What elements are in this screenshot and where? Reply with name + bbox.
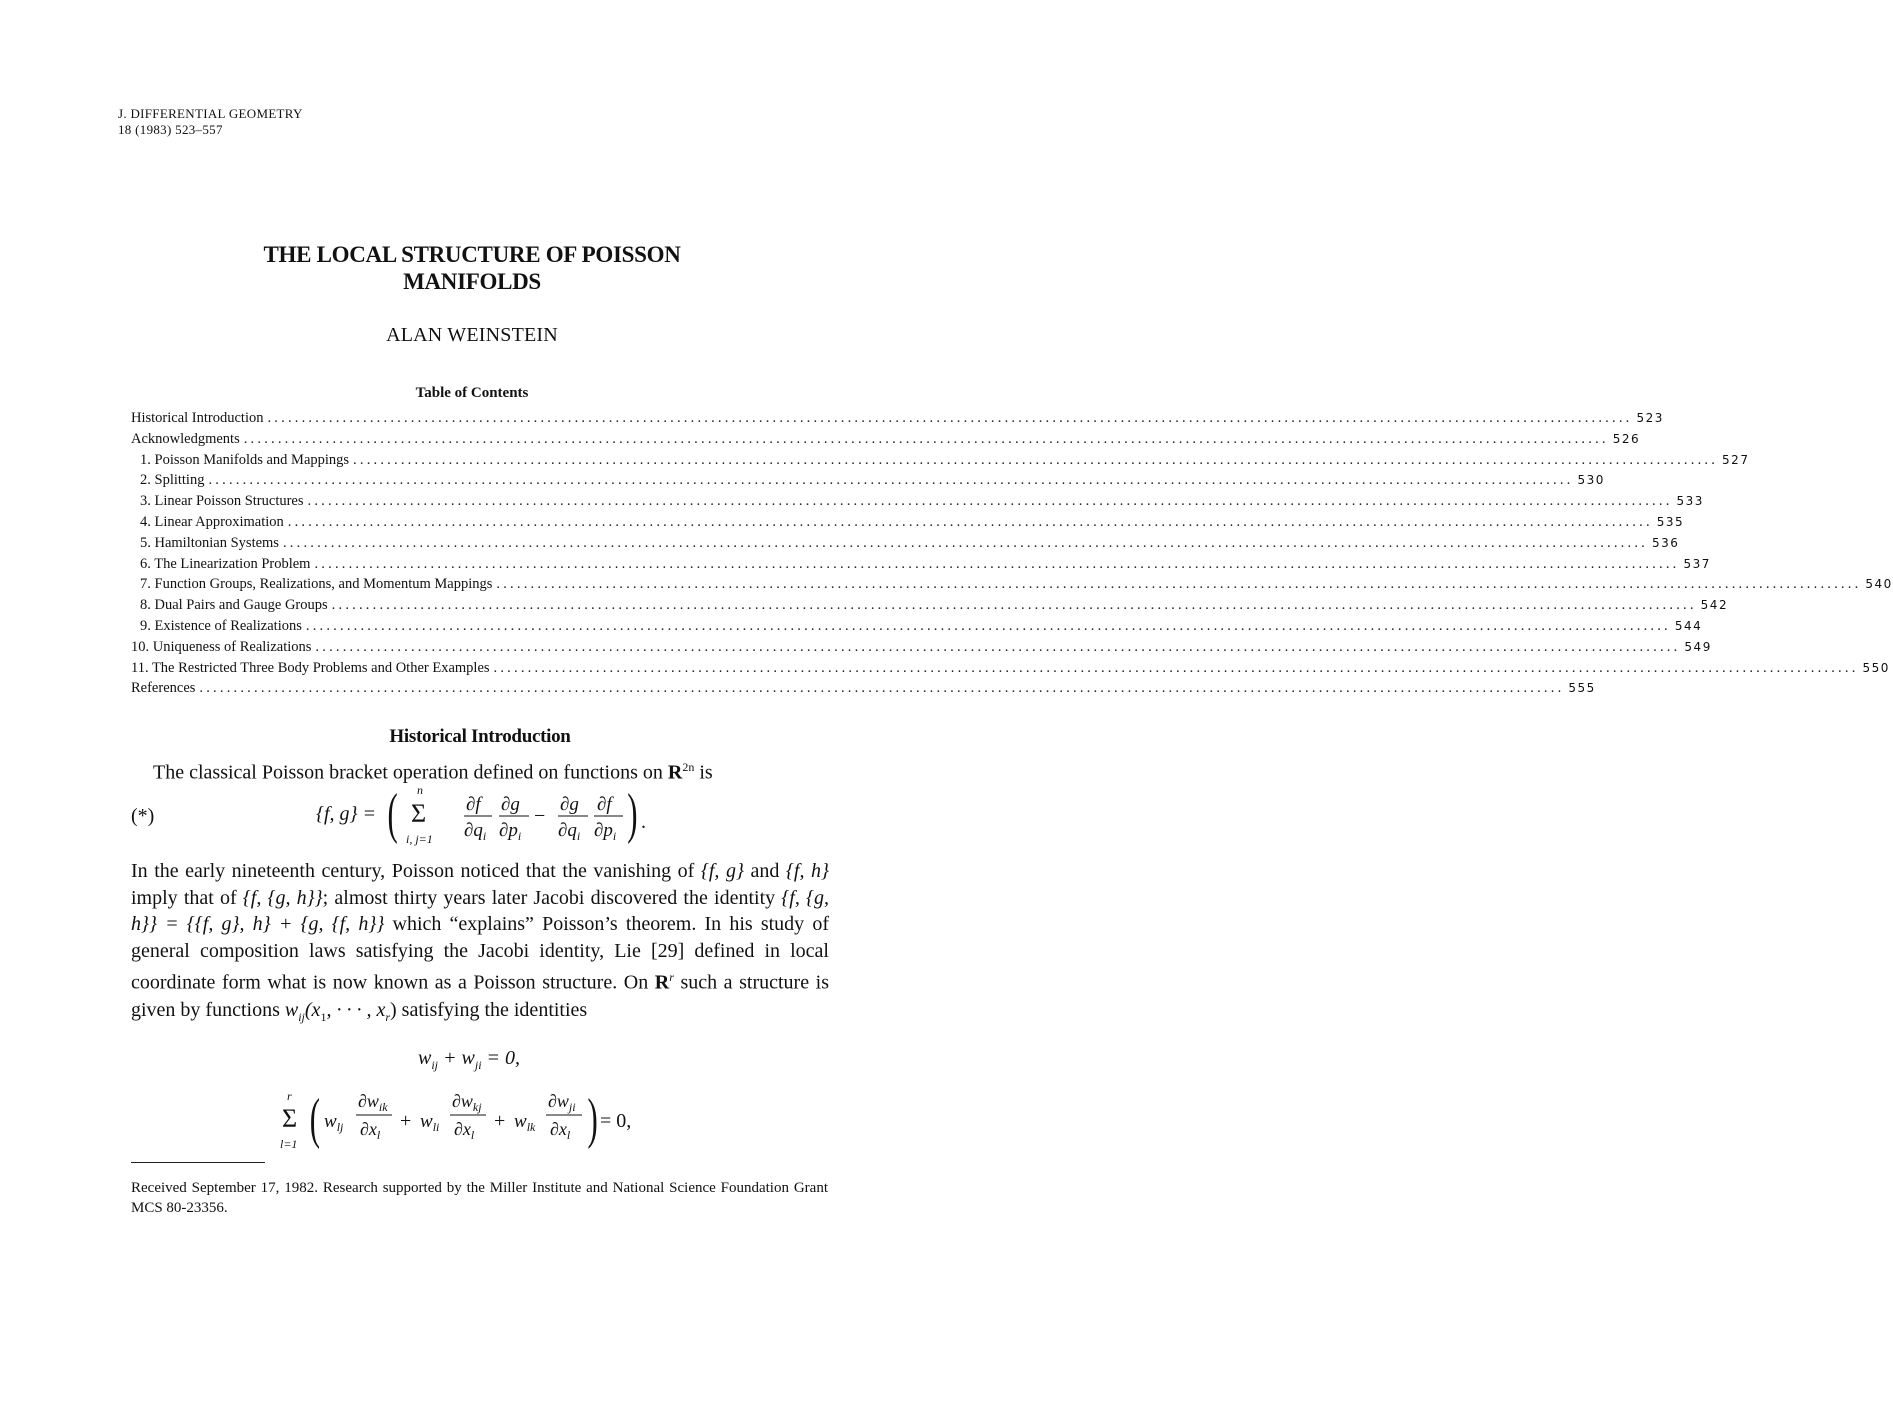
sum-lower-l: l=1 — [280, 1137, 298, 1151]
toc-entry-label: References — [131, 680, 196, 697]
toc-leader-dots: ........................................................................................................................................................................................................ — [493, 659, 1859, 676]
toc-entry-page: 523 — [1636, 411, 1664, 425]
frac3-num: ∂g — [560, 794, 579, 815]
term2-den: $\partial x_l$ — [454, 1119, 475, 1142]
toc-leader-dots: ........................................................................................................................................................................................................ — [353, 451, 1719, 468]
toc-entry-label: Historical Introduction — [131, 410, 264, 426]
toc-entry-page: 540 — [1865, 577, 1893, 592]
toc-entry-label: 1. Poisson Manifolds and Mappings — [140, 451, 350, 468]
toc-entry-page: 542 — [1700, 598, 1729, 613]
toc-entry-label: 8. Dual Pairs and Gauge Groups — [140, 597, 328, 614]
toc-heading: Table of Contents — [415, 385, 529, 401]
toc-entry-page: 550 — [1862, 660, 1890, 675]
eq-lhs: {f, g} = — [316, 803, 377, 825]
frac2-num: ∂g — [501, 794, 520, 815]
toc-entry-page: 549 — [1684, 639, 1712, 654]
journal-header — [118, 106, 303, 138]
table-of-contents — [131, 408, 1893, 699]
para-text-5: which “explains” Poisson’s theorem. In his study of general composition laws satisfying the Jacobi identity, Lie [29] defined in local coordinate form what is now known as a Poisson structure. On — [131, 913, 829, 995]
frac4-den: $\partial p_i$ — [594, 820, 617, 843]
toc-entry-page: 533 — [1676, 494, 1704, 509]
para-text-2: and — [750, 860, 780, 882]
term3-den: $\partial x_l$ — [550, 1119, 571, 1142]
toc-entry — [131, 470, 1605, 491]
math-fg: {f, g} — [700, 860, 744, 882]
frac1-num: ∂f — [466, 794, 481, 815]
math-close: ) — [390, 998, 397, 1021]
math-args-end-sub: r — [385, 1009, 390, 1024]
para-text-6: such a structure is given by functions — [131, 972, 829, 1021]
sum-lower: i, j=1 — [406, 832, 433, 846]
toc-entry — [131, 595, 1729, 616]
frac1-den: $\partial q_i$ — [464, 820, 487, 843]
plus-2: + — [494, 1110, 506, 1132]
math-w-sub: ij — [298, 1009, 305, 1024]
toc-entry — [131, 450, 1750, 471]
paper-title — [0, 241, 944, 295]
toc-entry-label: 11. The Restricted Three Body Problems and Other Examples — [131, 659, 490, 676]
left-paren-2: ( — [309, 1087, 320, 1150]
toc-leader-dots: ........................................................................................................................................................................................................ — [315, 638, 1681, 655]
term1-w: $w_{lj}$ — [324, 1111, 344, 1134]
term2-num: $\partial w_{kj}$ — [452, 1091, 482, 1114]
intro-end: is — [699, 761, 713, 784]
math-R: R — [654, 972, 670, 995]
journal-name: J. DIFFERENTIAL GEOMETRY — [118, 106, 303, 121]
title-line-1: THE LOCAL STRUCTURE OF POISSON — [263, 242, 681, 267]
para-text-3: imply that of — [131, 886, 237, 909]
toc-entry-label: 10. Uniqueness of Realizations — [131, 638, 312, 655]
toc-leader-dots: ........................................................................................................................................................................................................ — [331, 597, 1697, 614]
title-line-2: MANIFOLDS — [403, 269, 541, 294]
equals-zero: = 0, — [600, 1110, 632, 1132]
math-args-sub: 1 — [320, 1009, 327, 1024]
toc-entry-page: 526 — [1612, 431, 1641, 446]
toc-entry-label: Acknowledgments — [131, 430, 240, 447]
math-args: (x — [304, 998, 321, 1021]
toc-leader-dots: ........................................................................................................................................................................................................ — [305, 617, 1671, 634]
frac2-den: $\partial p_i$ — [499, 820, 522, 843]
intro-text: The classical Poisson bracket operation defined on functions on — [153, 761, 663, 784]
left-paren: ( — [387, 782, 398, 845]
right-paren-2: ) — [587, 1087, 598, 1150]
toc-entry-label: 5. Hamiltonian Systems — [140, 534, 279, 551]
toc-entry — [131, 491, 1704, 512]
toc-leader-dots: ........................................................................................................................................................................................................ — [282, 534, 1648, 551]
toc-entry-label: 2. Splitting — [140, 472, 205, 489]
frac3-den: $\partial q_i$ — [558, 820, 581, 843]
math-w: w — [284, 998, 299, 1021]
toc-entry — [131, 616, 1703, 637]
toc-entry-label: 9. Existence of Realizations — [140, 617, 302, 634]
sum-upper-r: r — [287, 1089, 292, 1103]
minus-sign: − — [534, 805, 546, 827]
sum-sign: Σ — [411, 799, 427, 828]
right-paren: ) — [627, 782, 638, 845]
term1-den: $\partial x_l$ — [360, 1119, 381, 1142]
math-R-exponent: r — [669, 970, 674, 985]
toc-entry-label: 7. Function Groups, Realizations, and Momentum Mappings — [140, 576, 493, 593]
toc-entry-page: 536 — [1651, 535, 1680, 550]
toc-entry-page: 527 — [1722, 452, 1750, 467]
term3-w: $w_{lk}$ — [514, 1111, 536, 1134]
intro-space-exponent: 2n — [682, 760, 695, 774]
sum-upper: n — [417, 783, 423, 797]
toc-entry — [131, 554, 1711, 575]
author: ALAN WEINSTEIN — [386, 324, 558, 346]
toc-entry-label: 4. Linear Approximation — [140, 513, 284, 530]
toc-leader-dots: ........................................................................................................................................................................................................ — [287, 513, 1653, 530]
toc-entry-page: 555 — [1568, 681, 1596, 696]
toc-entry-page: 535 — [1656, 514, 1685, 529]
toc-entry-label: 3. Linear Poisson Structures — [140, 493, 304, 510]
math-jacobi-identity: {f, {g, h}} = {{f, g}, h} + {g, {f, h}} — [131, 886, 829, 936]
intro-paragraph — [131, 858, 829, 1030]
toc-leader-dots: ........................................................................................................................................................................................................ — [208, 472, 1574, 489]
section-title: Historical Introduction — [389, 726, 571, 747]
para-text-1: In the early nineteenth century, Poisson noticed that the vanishing of — [131, 860, 695, 882]
toc-entry — [131, 678, 1596, 699]
toc-leader-dots: ........................................................................................................................................................................................................ — [307, 493, 1673, 510]
para-text-7: satisfying the identities — [401, 998, 588, 1021]
equation-label: (*) — [131, 805, 155, 827]
term1-num: $\partial w_{ik}$ — [358, 1091, 388, 1114]
jacobi-sum-equation — [280, 1085, 680, 1155]
toc-entry — [131, 408, 1664, 429]
poisson-bracket-equation — [316, 780, 676, 850]
toc-leader-dots: ........................................................................................................................................................................................................ — [243, 430, 1609, 447]
toc-entry — [131, 574, 1893, 595]
math-args-rest: , · · · , x — [326, 998, 386, 1021]
frac4-num: ∂f — [597, 794, 612, 815]
toc-entry-page: 530 — [1577, 473, 1605, 488]
toc-entry — [131, 658, 1890, 679]
math-fh: {f, h} — [785, 860, 829, 882]
toc-entry — [131, 512, 1685, 533]
toc-entry-page: 544 — [1674, 618, 1703, 633]
intro-space-symbol: R — [667, 761, 683, 784]
toc-entry — [131, 429, 1641, 450]
toc-leader-dots: ........................................................................................................................................................................................................ — [267, 410, 1633, 426]
toc-leader-dots: ........................................................................................................................................................................................................ — [314, 555, 1680, 572]
sum-sign-2: Σ — [282, 1104, 298, 1133]
toc-leader-dots: ........................................................................................................................................................................................................ — [496, 576, 1862, 593]
toc-entry-page: 537 — [1683, 556, 1711, 571]
footnote: Received September 17, 1982. Research supported by the Miller Institute and National Science Foundation Grant MCS 80-23356. — [131, 1180, 828, 1216]
period: . — [641, 811, 646, 833]
para-text-4: ; almost thirty years later Jacobi discovered the identity — [322, 886, 776, 909]
term3-num: $\partial w_{ji}$ — [548, 1091, 576, 1114]
plus-1: + — [400, 1110, 412, 1132]
footnote-rule — [131, 1162, 265, 1163]
toc-entry-label: 6. The Linearization Problem — [140, 555, 311, 572]
math-fgh: {f, {g, h}} — [242, 886, 323, 909]
term2-w: $w_{li}$ — [420, 1111, 440, 1134]
toc-entry — [131, 637, 1712, 658]
toc-leader-dots: ........................................................................................................................................................................................................ — [199, 680, 1565, 697]
journal-volume: 18 (1983) 523–557 — [118, 122, 223, 137]
toc-entry — [131, 533, 1680, 554]
antisymmetry-equation: $w_{ij} + w_{ji} = 0$, — [418, 1047, 521, 1072]
